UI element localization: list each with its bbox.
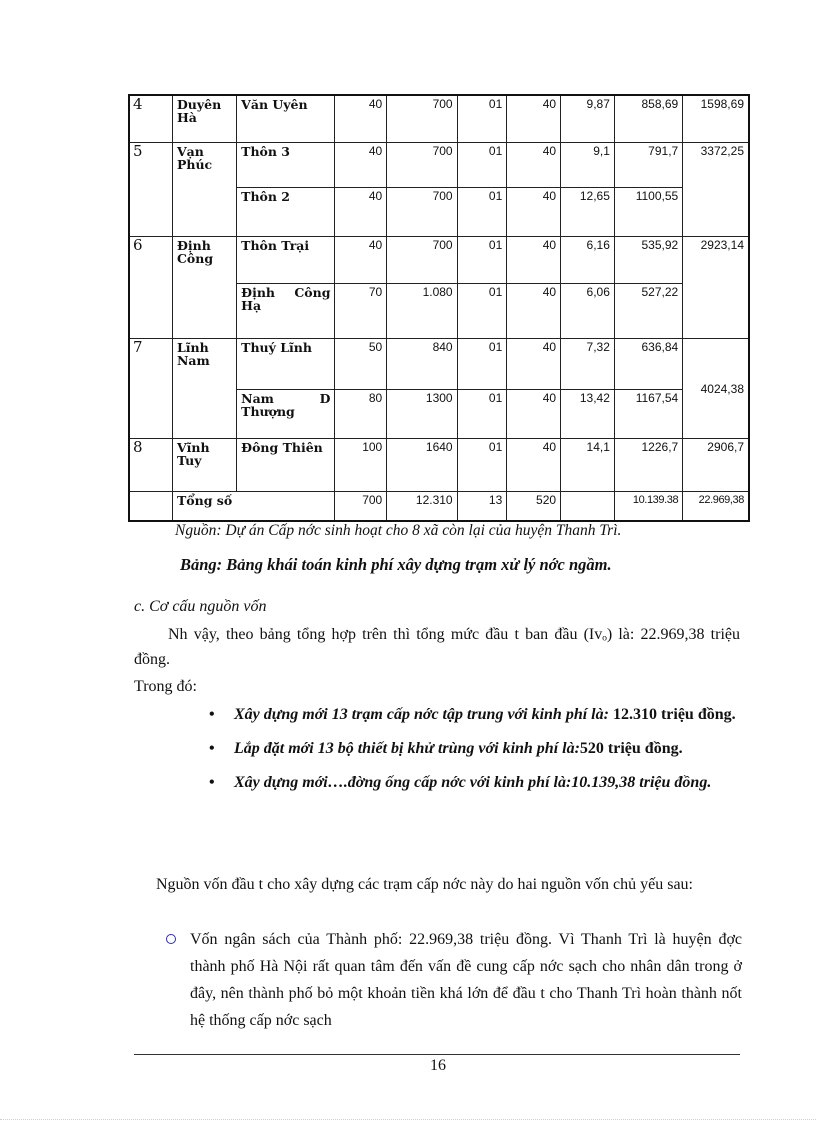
bullet-item <box>206 737 742 761</box>
table-row <box>129 338 749 389</box>
value-cell: 40 <box>507 142 561 187</box>
row-number: 8 <box>129 438 172 491</box>
hamlet-word: Hạ <box>241 297 262 313</box>
bullet-item <box>206 703 742 727</box>
bullet-text-plain: 520 triệu đồng. <box>579 740 683 757</box>
commune-cell: Vĩnh Tuy <box>172 438 236 491</box>
commune-cell: Định Công <box>172 236 236 338</box>
hamlet-word: Công <box>294 284 331 300</box>
total-cell: 2923,14 <box>683 236 749 338</box>
footer-divider <box>134 1054 740 1055</box>
hamlet-cell: Thôn 2 <box>237 187 335 236</box>
bullet-icon: • <box>209 774 215 791</box>
value-cell: 01 <box>457 236 507 283</box>
value-cell: 40 <box>507 236 561 283</box>
value-cell: 1100,55 <box>614 187 682 236</box>
hamlet-cell <box>237 389 335 438</box>
value-cell: 01 <box>457 95 507 142</box>
hamlet-cell: Văn Uyên <box>237 95 335 142</box>
value-cell: 13,42 <box>561 389 615 438</box>
table-caption: Bảng: Bảng khái toán kinh phí xây dựng trạm xử lý nớc ngầm. <box>180 555 612 574</box>
commune-cell: Lĩnh Nam <box>172 338 236 438</box>
bullet-icon: • <box>209 706 215 723</box>
bullet-text-italic: Xây dựng mới 13 trạm cấp nớc tập trung với kinh phí là: <box>234 706 613 723</box>
table-row <box>129 95 749 142</box>
hamlet-cell: Thôn Trại <box>237 236 335 283</box>
table-row <box>129 142 749 187</box>
value-cell: 700 <box>387 142 457 187</box>
value-cell: 40 <box>335 236 387 283</box>
paragraph: Nguồn vốn đầu t cho xây dựng các trạm cấp nớc này do hai nguồn vốn chủ yếu sau: <box>156 876 693 893</box>
value-cell: 01 <box>457 338 507 389</box>
value-cell: 80 <box>335 389 387 438</box>
value-cell: 40 <box>335 95 387 142</box>
circle-item-text: Vốn ngân sách của Thành phố: 22.969,38 triệu đồng. Vì Thanh Trì là huyện đợc thành phố Hà Nội rất quan tâm đến vấn đề cung cấp nớc sạch cho nhân dân trong ở đây, nên thành phố bỏ một khoản tiền khá lớn để đầu t cho Thanh Trì hoàn thành nốt hệ thống cấp nớc sạch <box>190 931 742 1029</box>
total-cell: 22.969,38 <box>683 491 749 521</box>
total-cell: 4024,38 <box>683 338 749 438</box>
table-source-note: Nguồn: Dự án Cấp nớc sinh hoạt cho 8 xã còn lại của huyện Thanh Trì. <box>175 522 622 539</box>
page-bottom-border <box>0 1119 816 1120</box>
commune-cell: Duyên Hà <box>172 95 236 142</box>
value-cell: 14,1 <box>561 438 615 491</box>
value-cell: 40 <box>507 95 561 142</box>
value-cell: 840 <box>387 338 457 389</box>
hamlet-cell: Đông Thiên <box>237 438 335 491</box>
total-label: Tổng số <box>172 491 335 521</box>
commune-cell: Vạn Phúc <box>172 142 236 236</box>
value-cell: 700 <box>387 95 457 142</box>
value-cell: 6,16 <box>561 236 615 283</box>
value-cell: 40 <box>507 338 561 389</box>
value-cell: 40 <box>507 283 561 338</box>
total-cell: 1598,69 <box>683 95 749 142</box>
value-cell: 01 <box>457 438 507 491</box>
value-cell: 6,06 <box>561 283 615 338</box>
value-cell: 01 <box>457 389 507 438</box>
value-cell: 40 <box>507 438 561 491</box>
value-cell <box>561 491 615 521</box>
value-cell: 1226,7 <box>614 438 682 491</box>
total-cell: 2906,7 <box>683 438 749 491</box>
value-cell: 858,69 <box>614 95 682 142</box>
hamlet-word: Nam <box>241 390 274 406</box>
row-number: 5 <box>129 142 172 236</box>
hamlet-cell <box>237 283 335 338</box>
value-cell: 1300 <box>387 389 457 438</box>
value-cell: 9,1 <box>561 142 615 187</box>
value-cell: 700 <box>387 236 457 283</box>
value-cell: 535,92 <box>614 236 682 283</box>
value-cell: 1640 <box>387 438 457 491</box>
value-cell: 50 <box>335 338 387 389</box>
value-cell: 13 <box>457 491 507 521</box>
bullet-text-italic: Xây dựng mới….đờng ống cấp nớc với kinh phí là:10.139,38 triệu đồng. <box>234 774 712 791</box>
paragraph: Trong đó: <box>134 678 197 695</box>
value-cell: 10.139.38 <box>614 491 682 521</box>
empty-cell <box>129 491 172 521</box>
value-cell: 40 <box>507 389 561 438</box>
page-number: 16 <box>430 1057 446 1074</box>
table-row <box>129 438 749 491</box>
value-cell: 01 <box>457 142 507 187</box>
value-cell: 1167,54 <box>614 389 682 438</box>
table-row <box>129 236 749 283</box>
value-cell: 700 <box>335 491 387 521</box>
value-cell: 100 <box>335 438 387 491</box>
section-heading: c. Cơ cấu nguồn vốn <box>134 598 267 615</box>
value-cell: 636,84 <box>614 338 682 389</box>
value-cell: 01 <box>457 283 507 338</box>
row-number: 4 <box>129 95 172 142</box>
bullet-text-plain: 12.310 triệu đồng. <box>612 706 736 723</box>
hamlet-word: Thượng <box>241 403 295 419</box>
value-cell: 70 <box>335 283 387 338</box>
value-cell: 01 <box>457 187 507 236</box>
row-number: 6 <box>129 236 172 338</box>
hamlet-word: Định <box>241 284 275 300</box>
value-cell: 520 <box>507 491 561 521</box>
hamlet-cell: Thuý Lĩnh <box>237 338 335 389</box>
value-cell: 7,32 <box>561 338 615 389</box>
value-cell: 527,22 <box>614 283 682 338</box>
circle-list-item <box>160 926 742 1034</box>
value-cell: 12.310 <box>387 491 457 521</box>
circle-bullet-icon <box>166 934 176 944</box>
cost-estimate-table <box>128 94 750 522</box>
table-total-row <box>129 491 749 521</box>
value-cell: 40 <box>507 187 561 236</box>
row-number: 7 <box>129 338 172 438</box>
cost-table-wrapper <box>128 94 750 522</box>
hamlet-word: D <box>319 390 331 406</box>
bullet-list <box>206 703 742 805</box>
bullet-icon: • <box>209 740 215 757</box>
paragraph: Nh vậy, theo bảng tổng hợp trên thì tổng mức đầu t ban đầu (Ivₒ) là: 22.969,38 triệu đồng. <box>134 626 740 668</box>
value-cell: 12,65 <box>561 187 615 236</box>
value-cell: 40 <box>335 142 387 187</box>
bullet-item <box>206 771 742 795</box>
value-cell: 1.080 <box>387 283 457 338</box>
value-cell: 9,87 <box>561 95 615 142</box>
total-cell: 3372,25 <box>683 142 749 236</box>
value-cell: 40 <box>335 187 387 236</box>
value-cell: 791,7 <box>614 142 682 187</box>
hamlet-cell: Thôn 3 <box>237 142 335 187</box>
value-cell: 700 <box>387 187 457 236</box>
bullet-text-italic: Lắp đặt mới 13 bộ thiết bị khử trùng với kinh phí là: <box>234 740 580 757</box>
